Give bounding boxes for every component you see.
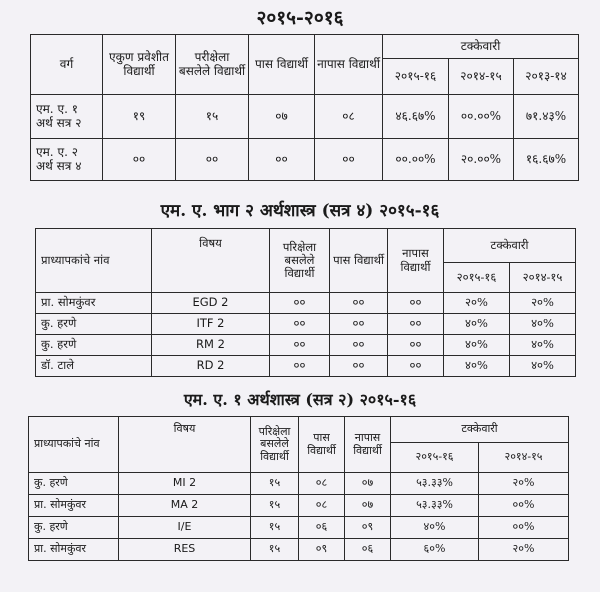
col-header-subject: विषय: [152, 229, 270, 293]
class-name: एम. ए. १: [36, 101, 78, 116]
table-row: [29, 473, 569, 495]
percentage-cell: ००%: [479, 495, 569, 517]
passed-cell: ०८: [299, 473, 345, 495]
passed-cell: ००: [330, 314, 388, 335]
percentage-cell: ००.००%: [383, 139, 449, 181]
failed-cell: ००: [388, 293, 444, 314]
passed-cell: ०९: [299, 539, 345, 561]
col-header-class: वर्ग: [31, 35, 103, 95]
table-row: [31, 95, 579, 139]
percentage-cell: ४०%: [391, 517, 479, 539]
appeared-cell: १५: [251, 473, 299, 495]
class-cell: [31, 95, 103, 139]
col-header-passed: पास विद्यार्थी: [299, 417, 345, 473]
percentage-cell: ४६.६७%: [383, 95, 449, 139]
table-row: [29, 517, 569, 539]
passed-cell: ००: [249, 139, 315, 181]
table-row: [36, 314, 576, 335]
col-header-enrolled: एकुण प्रवेशीत विद्यार्थी: [103, 35, 176, 95]
passed-cell: ०६: [299, 517, 345, 539]
col-header-year: २०१५-१६: [391, 443, 479, 473]
col-header-failed: नापास विद्यार्थी: [388, 229, 444, 293]
teacher-cell: डॉ. टाले: [36, 356, 152, 377]
appeared-cell: ००: [270, 314, 330, 335]
class-name: एम. ए. २: [36, 144, 78, 159]
col-header-year: २०१३-१४: [514, 59, 579, 95]
subject-cell: RM 2: [152, 335, 270, 356]
teacher-cell: प्रा. सोमकुंवर: [29, 539, 119, 561]
appeared-cell: ००: [176, 139, 249, 181]
failed-cell: ०७: [345, 495, 391, 517]
percentage-cell: ४०%: [444, 335, 510, 356]
percentage-cell: ४०%: [444, 356, 510, 377]
teacher-cell: कु. हरणे: [36, 335, 152, 356]
col-header-subject: विषय: [119, 417, 251, 473]
appeared-cell: ००: [270, 293, 330, 314]
appeared-cell: ००: [270, 335, 330, 356]
appeared-cell: १५: [176, 95, 249, 139]
percentage-cell: ४०%: [510, 356, 576, 377]
percentage-cell: ४०%: [444, 314, 510, 335]
col-header-year: २०१४-१५: [479, 443, 569, 473]
percentage-cell: ४०%: [510, 335, 576, 356]
col-header-percentage: टक्केवारी: [383, 35, 579, 59]
appeared-cell: १५: [251, 539, 299, 561]
class-semester: अर्थ सत्र ४: [36, 158, 82, 173]
percentage-cell: ४०%: [510, 314, 576, 335]
passed-cell: ०८: [299, 495, 345, 517]
percentage-cell: ००.००%: [449, 95, 514, 139]
percentage-cell: २०%: [479, 539, 569, 561]
table-row: [36, 335, 576, 356]
teacher-cell: प्रा. सोमकुंवर: [36, 293, 152, 314]
failed-cell: ००: [388, 356, 444, 377]
subject-cell: RES: [119, 539, 251, 561]
table-row: [31, 139, 579, 181]
class-cell: [31, 139, 103, 181]
percentage-cell: ५३.३३%: [391, 473, 479, 495]
subject-cell: I/E: [119, 517, 251, 539]
ma-part1-semester2-table: [28, 416, 569, 561]
col-header-appeared: परीक्षेला बसलेले विद्यार्थी: [176, 35, 249, 95]
subject-cell: MI 2: [119, 473, 251, 495]
table-row: [36, 293, 576, 314]
failed-cell: ०९: [345, 517, 391, 539]
percentage-cell: ५३.३३%: [391, 495, 479, 517]
passed-cell: ००: [330, 356, 388, 377]
appeared-cell: १५: [251, 495, 299, 517]
col-header-year: २०१४-१५: [449, 59, 514, 95]
failed-cell: ०७: [345, 473, 391, 495]
passed-cell: ००: [330, 293, 388, 314]
teacher-cell: कु. हरणे: [36, 314, 152, 335]
percentage-cell: १६.६७%: [514, 139, 579, 181]
col-header-year: २०१४-१५: [510, 263, 576, 293]
percentage-cell: २०%: [479, 473, 569, 495]
col-header-teacher: प्राध्यापकांचे नांव: [29, 417, 119, 473]
appeared-cell: ००: [270, 356, 330, 377]
percentage-cell: ००%: [479, 517, 569, 539]
results-table-2015-16: [30, 34, 579, 181]
subject-cell: MA 2: [119, 495, 251, 517]
table1-title: २०१५-२०१६: [256, 7, 344, 29]
table-row: [29, 539, 569, 561]
col-header-passed: पास विद्यार्थी: [330, 229, 388, 293]
col-header-failed: नापास विद्यार्थी: [315, 35, 383, 95]
col-header-year: २०१५-१६: [444, 263, 510, 293]
col-header-appeared: परिक्षेला बसलेले विद्यार्थी: [270, 229, 330, 293]
table-row: [36, 356, 576, 377]
col-header-percentage: टक्केवारी: [391, 417, 569, 443]
percentage-cell: २०.००%: [449, 139, 514, 181]
percentage-cell: ७१.४३%: [514, 95, 579, 139]
col-header-failed: नापास विद्यार्थी: [345, 417, 391, 473]
enrolled-cell: १९: [103, 95, 176, 139]
subject-cell: ITF 2: [152, 314, 270, 335]
passed-cell: ०७: [249, 95, 315, 139]
failed-cell: ०८: [315, 95, 383, 139]
enrolled-cell: ००: [103, 139, 176, 181]
ma-part2-semester4-table: [35, 228, 576, 377]
passed-cell: ००: [330, 335, 388, 356]
subject-cell: RD 2: [152, 356, 270, 377]
col-header-passed: पास विद्यार्थी: [249, 35, 315, 95]
col-header-year: २०१५-१६: [383, 59, 449, 95]
failed-cell: ०६: [345, 539, 391, 561]
col-header-appeared: परिक्षेला बसलेले विद्यार्थी: [251, 417, 299, 473]
table-row: [29, 495, 569, 517]
table2-title: एम. ए. भाग २ अर्थशास्त्र (सत्र ४) २०१५-१६: [160, 201, 440, 221]
col-header-teacher: प्राध्यापकांचे नांव: [36, 229, 152, 293]
percentage-cell: २०%: [444, 293, 510, 314]
percentage-cell: २०%: [510, 293, 576, 314]
teacher-cell: प्रा. सोमकुंवर: [29, 495, 119, 517]
teacher-cell: कु. हरणे: [29, 517, 119, 539]
table3-title: एम. ए. १ अर्थशास्त्र (सत्र २) २०१५-१६: [183, 390, 417, 409]
teacher-cell: कु. हरणे: [29, 473, 119, 495]
class-semester: अर्थ सत्र २: [36, 115, 82, 130]
appeared-cell: १५: [251, 517, 299, 539]
subject-cell: EGD 2: [152, 293, 270, 314]
col-header-percentage: टक्केवारी: [444, 229, 576, 263]
percentage-cell: ६०%: [391, 539, 479, 561]
failed-cell: ००: [388, 314, 444, 335]
failed-cell: ००: [388, 335, 444, 356]
failed-cell: ००: [315, 139, 383, 181]
